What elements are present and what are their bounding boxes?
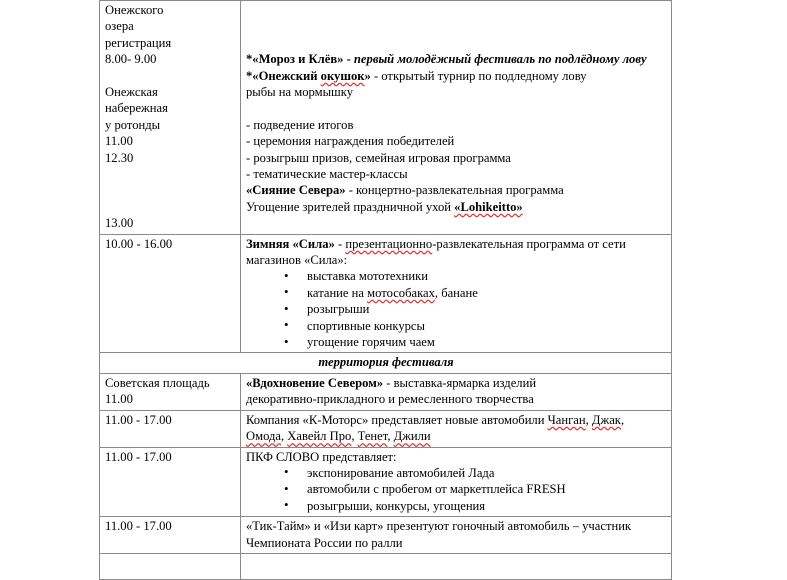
agenda-item: - подведение итогов	[246, 117, 354, 132]
cell-description-sovetskaya-square	[241, 373, 672, 410]
event-title-part: »	[364, 68, 371, 83]
time-line-spacer	[105, 199, 236, 215]
cell-description-tick-time	[241, 517, 672, 554]
event-title: «Вдохновение Севером»	[246, 375, 384, 390]
car-brand: Джак	[591, 412, 621, 427]
event-vdohnovenie-severom	[246, 375, 667, 391]
car-brand: Хавейл Про	[287, 429, 352, 444]
time-line: озера	[105, 19, 134, 34]
car-brand: Джили	[393, 429, 431, 444]
time-line: 12.30	[105, 150, 134, 165]
brand-separator: ,	[620, 412, 625, 427]
brand-separator: ,	[351, 429, 358, 444]
event-title: «Сияние Севера»	[246, 183, 346, 198]
cell-time-pkf-slovo: 11.00 - 17.00	[100, 447, 241, 517]
event-description-continuation: магазинов «Сила»:	[246, 253, 348, 268]
festival-program-table	[99, 0, 672, 580]
event-description-text: - открытый турнир по подледному лову	[370, 68, 587, 83]
cell-description-empty	[241, 553, 672, 579]
cell-time-empty	[100, 553, 241, 579]
car-brand: Чанган	[547, 412, 586, 427]
section-banner-territory: территория фестиваля	[100, 353, 672, 373]
event-description-text: - концертно-развлекательная программа	[345, 183, 564, 198]
bullet-list-winter-sila	[246, 268, 667, 350]
event-subtitle: первый молодёжный фестиваль по подлёдному лову	[353, 52, 647, 67]
event-title: *«Мороз и Клёв»	[246, 52, 344, 67]
list-item: • спортивные конкурсы	[246, 318, 667, 334]
event-description-continuation: Чемпионата России по ралли	[246, 535, 403, 550]
cell-time-winter-sila: 10.00 - 16.00	[100, 234, 241, 353]
event-moroz-i-klev	[246, 51, 667, 67]
table-row	[100, 353, 672, 373]
table-row	[100, 234, 672, 353]
event-pkf-slovo: ПКФ СЛОВО представляет:	[246, 449, 397, 464]
time-line: набережная	[105, 101, 168, 116]
car-brand: Тенет	[357, 429, 388, 444]
event-description-text: Компания «К-Моторс» представляет новые автомобили	[246, 412, 548, 427]
misspelled-word: мотособаках	[367, 285, 435, 300]
event-description-text: - выставка-ярмарка изделий	[383, 375, 537, 390]
misspelled-word: «Lohikeitto»	[454, 199, 523, 214]
time-line-spacer	[105, 166, 236, 182]
time-line: 11.00	[105, 134, 133, 149]
event-k-motors	[246, 412, 667, 428]
table-row	[100, 1, 672, 235]
table-row	[100, 517, 672, 554]
list-item-text: , банане	[434, 285, 478, 300]
desc-spacer	[246, 100, 667, 116]
event-separator: -	[334, 236, 346, 251]
agenda-item: - розыгрыш призов, семейная игровая программа	[246, 150, 511, 165]
event-title-part: *«Онежский	[246, 68, 321, 83]
list-item: • угощение горячим чаем	[246, 334, 667, 350]
car-brand: Омода	[246, 429, 281, 444]
cell-time-tick-time: 11.00 - 17.00	[100, 517, 241, 554]
list-item-text: катание на	[307, 285, 368, 300]
brand-separator: ,	[585, 412, 592, 427]
cell-description-winter-sila	[241, 234, 672, 353]
cell-location-onega-lake	[100, 1, 241, 235]
event-ukha-treat	[246, 199, 667, 215]
time-line: регистрация	[105, 35, 172, 50]
table-row	[100, 410, 672, 447]
time-line: Онежского	[105, 3, 164, 17]
desc-spacer	[246, 2, 667, 18]
time-line: Советская площадь	[105, 375, 210, 390]
time-line: Онежская	[105, 85, 158, 100]
list-item	[246, 285, 667, 301]
time-line: 13.00	[105, 216, 134, 231]
event-description-text: Угощение зрителей праздничной ухой	[246, 199, 455, 214]
table-row	[100, 373, 672, 410]
list-item: • выставка мототехники	[246, 268, 667, 284]
agenda-item: - церемония награждения победителей	[246, 134, 455, 149]
event-description-text: -развлекательная программа от сети	[432, 236, 626, 251]
event-onezhskiy-okushok	[246, 68, 667, 84]
event-tick-time: «Тик-Тайм» и «Изи карт» презентуют гоночный автомобиль – участник	[246, 519, 632, 534]
list-item: • розыгрыши	[246, 301, 667, 317]
table-row	[100, 447, 672, 517]
brand-separator: ,	[387, 429, 394, 444]
list-item: • автомобили с пробегом от маркетплейса FRESH	[246, 481, 667, 497]
event-zimnyaya-sila	[246, 236, 667, 252]
event-description-continuation: декоративно-прикладного и ремесленного творчества	[246, 392, 534, 407]
cell-time-k-motors: 11.00 - 17.00	[100, 410, 241, 447]
list-item: • экспонирование автомобилей Лада	[246, 465, 667, 481]
event-separator: -	[343, 52, 354, 67]
time-line: 11.00	[105, 392, 133, 407]
time-line: у ротонды	[105, 117, 161, 132]
event-siyanie-severa	[246, 182, 667, 198]
cell-description-onega-lake	[241, 1, 672, 235]
list-item: • розыгрыши, конкурсы, угощения	[246, 498, 667, 514]
time-line-spacer	[105, 182, 236, 198]
brand-separator: ,	[281, 429, 288, 444]
agenda-item: - тематические мастер-классы	[246, 167, 408, 181]
bullet-list-pkf-slovo	[246, 465, 667, 514]
time-line-spacer	[105, 68, 236, 84]
event-description-continuation: рыбы на мормышку	[246, 84, 353, 99]
car-brand-list-continuation	[246, 428, 667, 444]
table-row	[100, 553, 672, 579]
cell-description-pkf-slovo	[241, 447, 672, 517]
time-line: 8.00- 9.00	[105, 52, 157, 67]
cell-location-sovetskaya-square	[100, 373, 241, 410]
desc-spacer	[246, 18, 667, 34]
misspelled-word: презентационно	[345, 236, 433, 251]
misspelled-word: окушок	[320, 68, 365, 83]
cell-description-k-motors	[241, 410, 672, 447]
desc-spacer	[246, 35, 667, 51]
event-title: Зимняя «Сила»	[246, 236, 335, 251]
